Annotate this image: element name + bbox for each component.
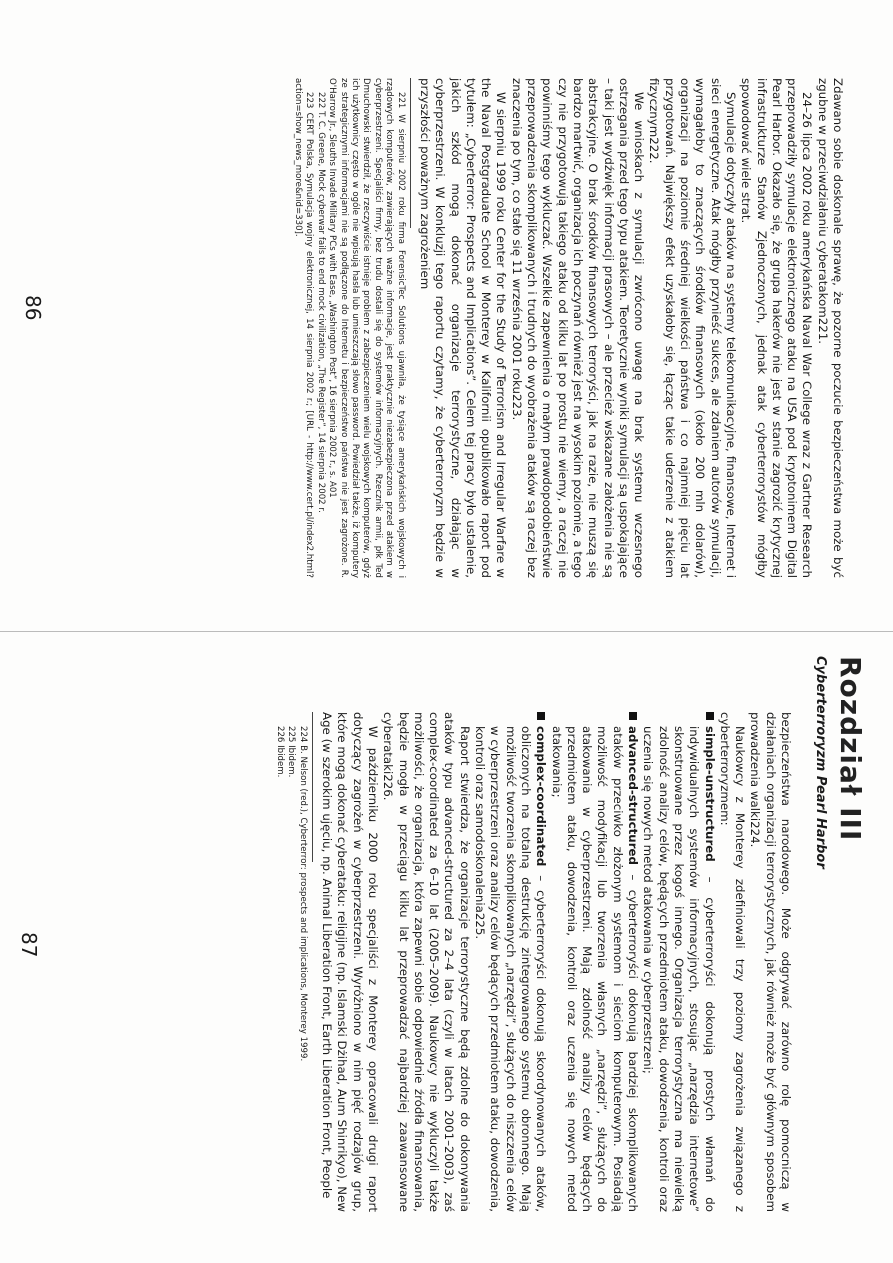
chapter-subtitle: Cyberterroryzm Pearl Harbor [813, 656, 828, 869]
paragraph: W październiku 2000 roku specjaliści z Monterey opracowali drugi raport dotyczący zagrożeń w cyberprzestrzeni. Wyróżniono w nim pięć rodzajów grup, które mogą dokonać cyberataku: religijne (np. Islamski Dżihad, Aum Shinrikyo), New Age (w szerokim ujęciu, np. Animal Liberation Front, Earth Liberation Front, People [320, 712, 380, 1212]
footnote: 223 CERT Polska, Symulacja wojny elektronicznej, 14 sierpnia 2002 r.; [URL - http://www.cert.pl/index2.html?action=show_news_more&nid=330]. [293, 78, 315, 578]
chapter-header [813, 656, 867, 869]
bullet-square-icon [706, 712, 714, 720]
page-number: 86 [21, 295, 45, 321]
bullet-square-icon [537, 712, 545, 720]
footnote-rule [312, 712, 313, 862]
page-86-footnotes [292, 78, 406, 578]
list-item: advanced-structured – cyberterroryści dokonują bardziej skomplikowanych ataków przeciwko złożonym systemom i sieciom komputerowym. Posiadają możliwość modyfikacji lub tworzenia własnych „narzędzi”, służących do atakowania w cyberprzestrzeni. Mają zdolność analizy celów będących przedmiotem ataku, dowodzenia, kontroli oraz uczenia się nowych metod atakowania; [548, 712, 640, 1212]
paragraph: Raport stwierdza, że organizacje terrorystyczne będą zdolne do dokonywania ataków typu advanced-structured za 2–4 lata (czyli w latach 2001–2003), zaś complex-coordinated za 6–10 lat (2005–2009). Naukowcy nie wykluczyli także możliwości, że organizacja, która zapewni sobie odpowiednie źródła finansowania, będzie mogła w przeciągu kilku lat przeprowadzać najbardziej zaawansowane cyberataki226. [381, 712, 472, 1212]
bullet-square-icon [629, 712, 637, 720]
page-86 [0, 0, 893, 631]
paragraph: We wnioskach z symulacji zwrócono uwagę na brak systemu wczesnego ostrzegania przed tego typu atakiem. Teoretycznie wyniki symulacji są uspokajające – taki jest wydźwięk informacji prasowych – ale przecież wskazane założenia nie są abstrakcyjne. O brak środków finansowych terroryści, jak na razie, nie muszą się bardzo martwić, organizacja ich poczynań również jest na wysokim poziomie, a tego czy nie przygotowują takiego ataku od kilku lat po prostu nie wiemy, a raczej nie powinniśmy tego wykluczać. Wszelkie zapewnienia o małym prawdopodobieństwie przeprowadzenia skomplikowanych i trudnych do wyobrażenia ataków są raczej bez znaczenia po tym, co stało się 11 września 2001 roku223. [509, 78, 647, 578]
page-87-footnotes [274, 712, 308, 1212]
paragraph: W sierpniu 1999 roku Center for the Study of Terrorism and Irregular Warfare w the Naval Postgraduate School w Monterey w Kalifornii opublikowało raport pod tytułem: „Cyberterror: Prospects and Implications”. Celem tej pracy było ustalenie, jakich szkód mogą dokonać organizacje terrorystyczne, działając w cyberprzestrzeni. W konkluzji tego raportu czytamy, że cyberterroryzm będzie w przyszłości poważnym zagrożeniem [417, 78, 509, 578]
paragraph: bezpieczeństwa narodowego. Może odgrywać zarówno rolę pomocniczą w działaniach organizacji terrorystycznych, jak również może być głównym sposobem prowadzenia walki224. [748, 712, 793, 1212]
footnote: 221 W sierpniu 2002 roku firma ForensicTec Solutions ujawniła, że tysiące amerykańskich wojskowych i rządowych komputerów, zawierających ważne informacje, jest praktycznie niezabezpieczona przed atakiem w cyberprzestrzeni. Specjaliści firmy, bez trudu dostali się do systemów informacyjnych. Rzecznik armii, płk Ted Dmuchowski stwierdził, że rzeczywiście istnieje problem z zabezpieczeniem wielu wojskowych komputerów, gdyż ich użytkownicy często w ogóle nie wpisują hasła lub umieszczają słowo password. Powiedział także, iż komputery ze strategicznymi informacjami nie są podłączone do Internetu i bezpieczeństwo państwa nie jest zagrożone. R. O'Harrow Jr., Sleuths Invade Military PCs with Ease, „Washington Post”, 16 sierpnia 2002 r., s. A01 [327, 78, 406, 578]
page-86-body [292, 78, 845, 578]
footnote-rule [410, 78, 411, 228]
footnote: 226 Ibidem. [274, 726, 285, 778]
paragraph: 24–26 lipca 2002 roku amerykańska Naval War College wraz z Gartner Research przeprowadziły symulacje elektronicznego ataku na USA pod kryptonimem Digital Pearl Harbor. Okazało się, że grupa hakerów nie jest w stanie zagrozić krytycznej infrastrukturze Stanów Zjednoczonych, jednak atak cyberterrorystów mógłby spowodować wiele strat. [739, 78, 815, 578]
page-87-body [274, 712, 793, 1212]
footnote: 222 T. C. Greene, Mock cyberwar fails to end mock civilization, „The Register”, 14 sierpnia 2002 r. [315, 92, 326, 513]
list-item: simple-unstructured – cyberterroryści dokonują prostych włamań do indywidualnych systemów informacyjnych, stosując „narzędzia internetowe” skonstruowane przez kogoś innego. Organizacja terrorystyczna ma niewielką zdolność analizy celów, będących przedmiotem ataku, dowodzenia, kontroli oraz uczenia się nowych metod atakowania w cyberprzestrzeni; [640, 712, 716, 1212]
paragraph: Symulacje dotyczyły ataków na systemy telekomunikacyjne, finansowe, Internet i sieci energetyczne. Atak mógłby przynieść sukces, ale zdaniem autorów symulacji, wymagałoby to znaczących środków finansowych (około 200 mln dolarów), organizacji na poziomie średniej wielkości państwa i co najmniej pięciu lat przygotowań. Największy efekt uzyskałoby się, łącząc takie uderzenie z atakiem fizycznym222. [647, 78, 738, 578]
page-number: 87 [17, 932, 41, 958]
paragraph: Naukowcy z Monterey zdefiniowali trzy poziomy zagrożenia związanego z cyberterroryzmem: [717, 712, 748, 1212]
paragraph: Zdawano sobie doskonale sprawę, że pozorne poczucie bezpieczeństwa może być zgubne w przeciwdziałaniu cyberatakom221. [815, 78, 845, 578]
list-item: complex-coordinated – cyberterroryści dokonują skoordynowanych ataków, obliczonych na totalną destrukcję zintegrowanego systemu obronnego. Mają możliwość tworzenia skomplikowanych „narzędzi”, służących do niszczenia celów w cyberprzestrzeni oraz analizy celów będących przedmiotem ataku, dowodzenia, kontroli oraz samodoskonalenia225. [472, 712, 548, 1212]
footnote: 224 B. Nelson (red.), Cyberterror: prospects and implications, Monterey 1999. [297, 726, 308, 1062]
page-87 [0, 632, 893, 1263]
footnote: 225 Ibidem. [286, 726, 297, 778]
chapter-title: Rozdział III [834, 656, 867, 842]
